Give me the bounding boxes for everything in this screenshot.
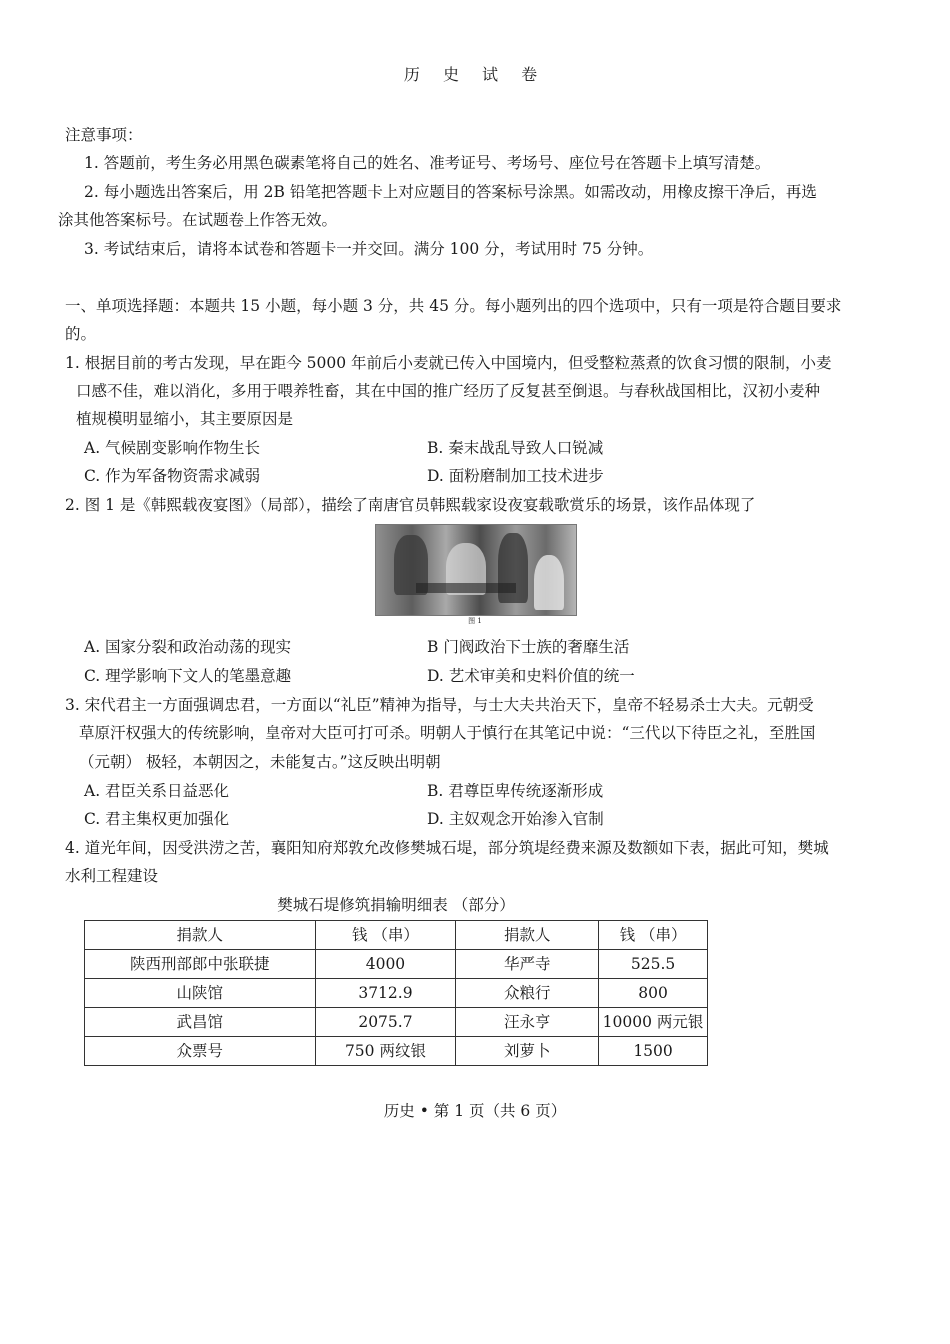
notice-heading: 注意事项：	[65, 126, 143, 144]
header-cell: 捐款人	[85, 921, 316, 950]
q1-option-d: D. 面粉磨制加工技术进步	[427, 467, 604, 485]
table-cell: 2075.7	[315, 1008, 456, 1037]
q3-stem-line1: 3. 宋代君主一方面强调忠君，一方面以“礼臣”精神为指导，与士大夫共治天下，皇帝不轻易杀士大夫。元朝受	[65, 696, 814, 714]
q4-stem-line1: 4. 道光年间，因受洪涝之苦，襄阳知府郑敦允改修樊城石堤，部分筑堤经费来源及数额如下表，据此可知，樊城	[65, 839, 829, 857]
q2-option-d: D. 艺术审美和史料价值的统一	[427, 667, 635, 685]
q3-option-c: C. 君主集权更加强化	[84, 810, 230, 828]
table-cell: 众粮行	[456, 979, 599, 1008]
q2-stem: 2. 图 1 是《韩熙载夜宴图》（局部），描绘了南唐官员韩熙载家设夜宴载歌赏乐的场景，该作品体现了	[65, 496, 756, 514]
donation-table	[84, 920, 708, 1066]
table-cell: 华严寺	[456, 950, 599, 979]
table-cell: 800	[599, 979, 708, 1008]
table-cell: 525.5	[599, 950, 708, 979]
notice-item-2-line2: 涂其他答案标号。在试题卷上作答无效。	[58, 211, 338, 229]
section-heading-line2: 的。	[65, 325, 97, 343]
table-cell: 3712.9	[315, 979, 456, 1008]
q1-stem-line2: 口感不佳，难以消化，多用于喂养牲畜，其在中国的推广经历了反复甚至倒退。与春秋战国相比，汉初小麦种	[76, 382, 821, 400]
table-row	[85, 1008, 708, 1037]
q1-option-a: A. 气候剧变影响作物生长	[84, 439, 261, 457]
painting-figure	[375, 524, 577, 616]
q3-stem-line2: 草原汗权强大的传统影响，皇帝对大臣可打可杀。明朝人于慎行在其笔记中说：“三代以下待臣之礼，至胜国	[79, 724, 816, 742]
section-heading-line1: 一、单项选择题：本题共 15 小题，每小题 3 分，共 45 分。每小题列出的四个选项中，只有一项是符合题目要求	[65, 297, 842, 315]
page-footer: 历史 • 第 1 页（共 6 页）	[383, 1102, 567, 1120]
header-cell: 钱 （串）	[315, 921, 456, 950]
q2-option-a: A. 国家分裂和政治动荡的现实	[84, 638, 292, 656]
table-cell: 10000 两元银	[599, 1008, 708, 1037]
table-header-row	[85, 921, 708, 950]
table-cell: 山陕馆	[85, 979, 316, 1008]
table-cell: 4000	[315, 950, 456, 979]
q3-option-d: D. 主奴观念开始渗入官制	[427, 810, 604, 828]
q2-option-b: B 门阀政治下士族的奢靡生活	[427, 638, 630, 656]
q1-stem-line3: 植规模明显缩小，其主要原因是	[76, 410, 294, 428]
notice-item-2-line1: 2. 每小题选出答案后，用 2B 铅笔把答题卡上对应题目的答案标号涂黑。如需改动，用橡皮擦干净后，再选	[84, 183, 817, 201]
table-row	[85, 1037, 708, 1066]
q1-option-b: B. 秦末战乱导致人口锐减	[427, 439, 604, 457]
table-cell: 750 两纹银	[315, 1037, 456, 1066]
notice-item-3: 3. 考试结束后，请将本试卷和答题卡一并交回。满分 100 分，考试用时 75 分钟。	[84, 240, 654, 258]
q2-option-c: C. 理学影响下文人的笔墨意趣	[84, 667, 292, 685]
table-cell: 陕西刑部郎中张联捷	[85, 950, 316, 979]
notice-item-1: 1. 答题前，考生务必用黑色碳素笔将自己的姓名、准考证号、考场号、座位号在答题卡上填写清楚。	[84, 154, 771, 172]
figure-caption: 图 1	[468, 617, 482, 625]
table-cell: 武昌馆	[85, 1008, 316, 1037]
header-cell: 钱 （串）	[599, 921, 708, 950]
q3-option-b: B. 君尊臣卑传统逐渐形成	[427, 782, 604, 800]
table-cell: 1500	[599, 1037, 708, 1066]
table-row	[85, 950, 708, 979]
table-title: 樊城石堤修筑捐输明细表 （部分）	[277, 896, 515, 914]
table-cell: 众票号	[85, 1037, 316, 1066]
table-row	[85, 979, 708, 1008]
header-cell: 捐款人	[456, 921, 599, 950]
q3-stem-line3: （元朝） 极轻，本朝因之，未能复古。”这反映出明朝	[79, 753, 441, 771]
page-title: 历 史 试 卷	[403, 65, 547, 84]
q1-stem-line1: 1. 根据目前的考古发现，早在距今 5000 年前后小麦就已传入中国境内，但受整粒蒸煮的饮食习惯的限制，小麦	[65, 354, 832, 372]
q4-stem-line2: 水利工程建设	[65, 867, 159, 885]
q3-option-a: A. 君臣关系日益恶化	[84, 782, 230, 800]
table-cell: 刘萝卜	[456, 1037, 599, 1066]
table-cell: 汪永亨	[456, 1008, 599, 1037]
q1-option-c: C. 作为军备物资需求减弱	[84, 467, 261, 485]
